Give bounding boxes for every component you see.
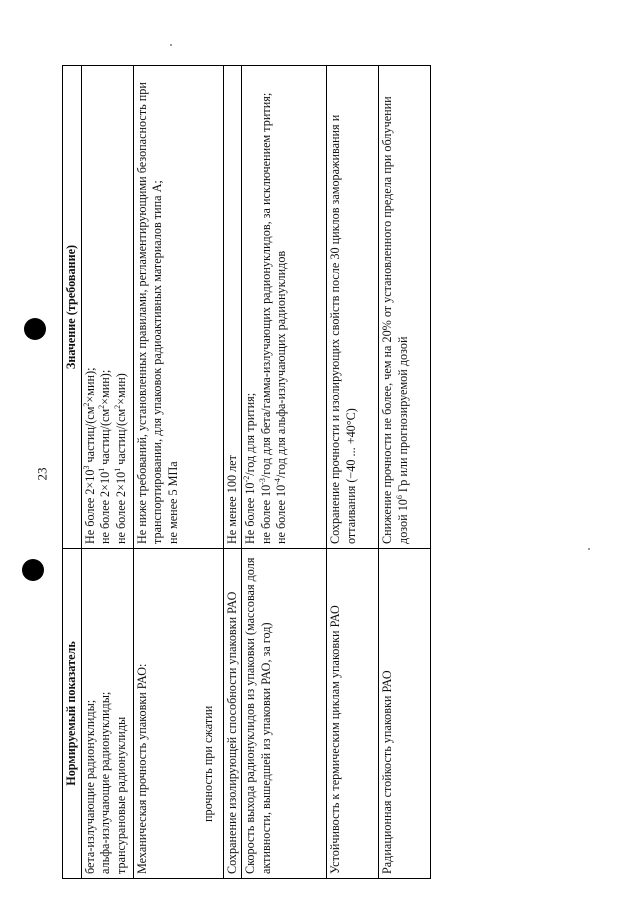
value-line: не более $10^{-3}$/год для бета/гамма-излучающих радионуклидов, за исключением трития; — [257, 92, 273, 544]
table-row — [133, 66, 223, 879]
value-line: Не более $2\times 10^3$ частиц/$(см^2\times мин)$; — [81, 367, 97, 544]
table-header-row — [63, 66, 82, 879]
value-line: не более $10^{-4}$/год для альфа-излучающих радионуклидов — [272, 250, 288, 544]
table-row — [81, 66, 133, 879]
value-cell — [81, 66, 133, 549]
value-sub: не менее 5 МПа — [165, 461, 180, 544]
table-row — [242, 66, 327, 879]
scan-speck — [588, 548, 590, 550]
header-value: Значение (требование) — [63, 66, 82, 549]
value-cell: Не менее 100 лет — [223, 66, 242, 549]
indicator-cell — [81, 549, 133, 879]
value-cell — [133, 66, 223, 549]
indicator-cell: Сохранение изолирующей способности упаковки РАО — [223, 549, 242, 879]
value-main: Не ниже требований, установленных правилами, регламентирующими безопасность при транспортировании, для упаковок радиоактивных материалов типа А; — [134, 82, 164, 544]
value-line: Не более $10^{-2}$/год для трития; — [241, 392, 257, 544]
value-cell: Снижение прочности не более, чем на 20% от установленного предела при облучении дозой $10^6$ Гр или прогнозируемой дозой — [379, 66, 431, 549]
table-row — [223, 66, 242, 879]
indicator-cell: Устойчивость к термическим циклам упаковки РАО — [327, 549, 379, 879]
header-indicator: Нормируемый показатель — [63, 549, 82, 879]
table-row — [327, 66, 379, 879]
punch-hole-top — [24, 318, 46, 340]
requirements-table — [62, 65, 431, 879]
indicator-line: альфа-излучающие радионуклиды; — [98, 691, 112, 874]
indicator-cell: Скорость выхода радионуклидов из упаковки (массовая доля активности, вышедшей из упаковки РАО, за год) — [242, 549, 327, 879]
indicator-title: Механическая прочность упаковки РАО: — [134, 663, 149, 874]
value-cell — [242, 66, 327, 549]
value-line: не более $2\times 10^1$ частиц/$(см^2\times мин)$ — [112, 373, 128, 544]
value-line: не более $2\times 10^1$ частиц/$(см^2\times мин)$; — [96, 369, 112, 544]
scan-speck — [170, 44, 172, 46]
value-cell: Сохранение прочности и изолирующих свойств после 30 циклов замораживания и оттаивания (−40 ... +40°С) — [327, 66, 379, 549]
indicator-cell — [133, 549, 223, 879]
indicator-line: трансурановые радионуклиды — [113, 716, 128, 874]
indicator-cell: Радиационная стойкость упаковки РАО — [379, 549, 431, 879]
indicator-line: бета-излучающие радионуклиды; — [82, 699, 97, 874]
punch-hole-bottom — [22, 559, 44, 581]
rotated-table-wrapper — [62, 66, 418, 879]
table-row — [379, 66, 431, 879]
page-number: 23 — [34, 467, 50, 481]
indicator-subtitle: прочность при сжатии — [201, 705, 215, 822]
